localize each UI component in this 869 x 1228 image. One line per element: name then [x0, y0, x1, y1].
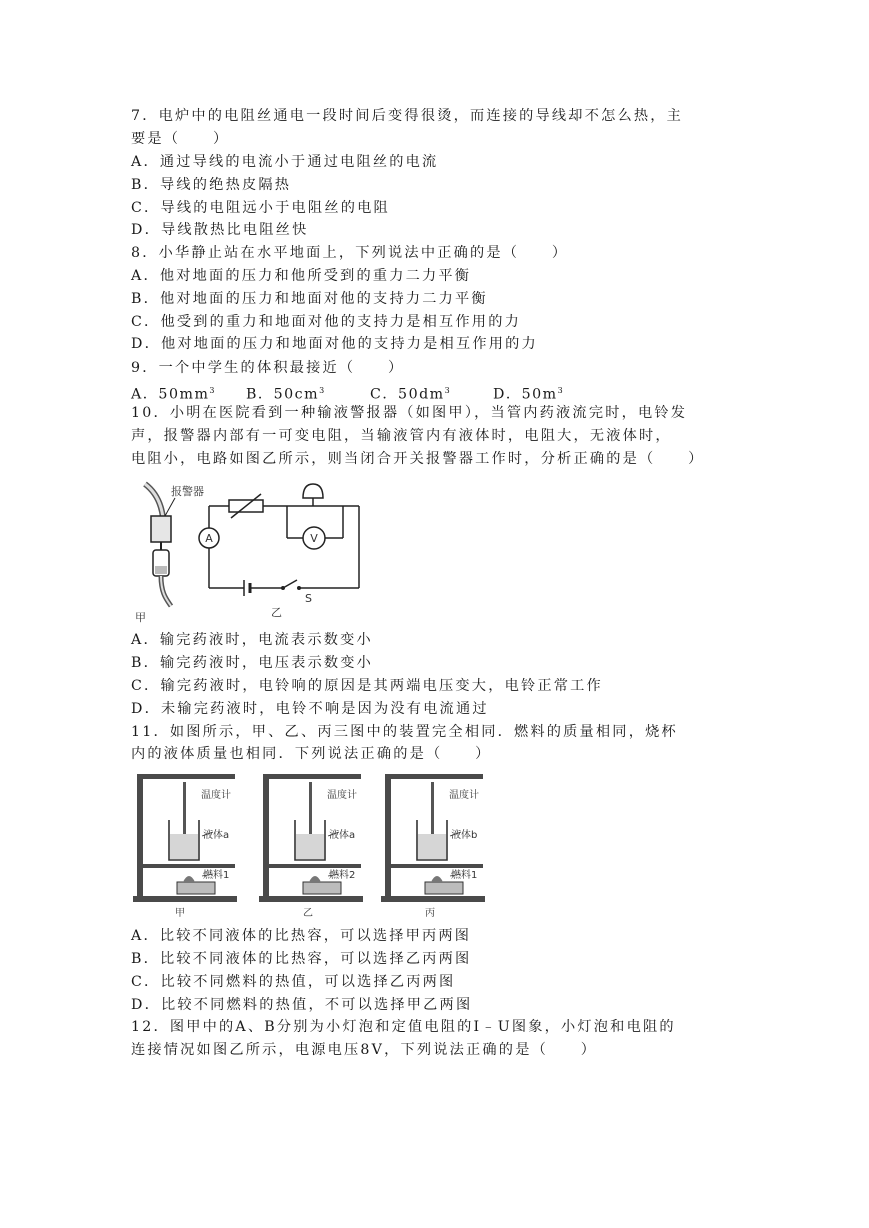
q10-option-a: A．输完药液时，电流表示数变小	[131, 632, 373, 648]
q11-option-d: D．比较不同燃料的热值，不可以选择甲乙两图	[131, 997, 473, 1013]
panel-bing	[381, 774, 485, 918]
caption-yi: 乙	[303, 908, 313, 918]
q11-option-b: B．比较不同液体的比热容，可以选择乙丙两图	[131, 951, 472, 967]
q8-option-a: A．他对地面的压力和他所受到的重力二力平衡	[131, 268, 472, 284]
label-yi: 乙	[271, 606, 282, 619]
panel-yi	[259, 774, 363, 918]
q7-option-c: C．导线的电阻远小于电阻丝的电阻	[131, 200, 390, 216]
q10-stem-line3: 电阻小，电路如图乙所示，则当闭合开关报警器工作时，分析正确的是（ ）	[131, 451, 705, 467]
thermometer-label-bing: 温度计	[449, 790, 479, 801]
caption-jia: 甲	[175, 908, 185, 918]
q8-option-d: D．他对地面的压力和地面对他的支持力是相互作用的力	[131, 336, 538, 352]
thermometer-label-yi: 温度计	[327, 790, 357, 801]
q9-option-c: C．$50dm^3$	[370, 386, 450, 403]
label-alarm: 报警器	[171, 485, 204, 498]
q12-stem-line2: 连接情况如图乙所示，电源电压8V，下列说法正确的是（ ）	[131, 1042, 598, 1058]
q9-option-a: A．$50mm^3$	[131, 386, 215, 403]
q11-figure	[131, 770, 491, 918]
alarm-device	[151, 516, 171, 542]
q11-option-a: A．比较不同液体的比热容，可以选择甲丙两图	[131, 928, 472, 944]
caption-bing: 丙	[425, 908, 435, 918]
q8-stem: 8．小华静止站在水平地面上，下列说法中正确的是（ ）	[131, 245, 569, 261]
q7-stem-line2: 要是（ ）	[131, 131, 230, 147]
q8-option-c: C．他受到的重力和地面对他的支持力是相互作用的力	[131, 314, 521, 330]
label-ammeter: A	[205, 532, 213, 545]
label-switch: S	[305, 592, 312, 605]
q7-stem-line1: 7．电炉中的电阻丝通电一段时间后变得很烫，而连接的导线却不怎么热，主	[131, 108, 684, 124]
q11-option-c: C．比较不同燃料的热值，可以选择乙丙两图	[131, 974, 456, 990]
q9-stem: 9．一个中学生的体积最接近（ ）	[131, 360, 405, 376]
q10-option-c: C．输完药液时，电铃响的原因是其两端电压变大，电铃正常工作	[131, 678, 603, 694]
q7-option-a: A．通过导线的电流小于通过电阻丝的电流	[131, 154, 439, 170]
liquid-label-yi: 液体a	[329, 830, 356, 841]
liquid-label-bing: 液体b	[451, 830, 478, 841]
q12-stem-line1: 12．图甲中的A、B分别为小灯泡和定值电阻的I﹣U图象，小灯泡和电阻的	[131, 1019, 676, 1035]
fuel-label-jia: 燃料1	[203, 870, 230, 881]
fuel-label-bing: 燃料1	[451, 870, 478, 881]
label-jia: 甲	[135, 611, 146, 624]
thermometer-label-jia: 温度计	[201, 790, 231, 801]
q9-option-b: B．$50cm^3$	[246, 386, 325, 403]
liquid-label-jia: 液体a	[203, 830, 230, 841]
q7-option-b: B．导线的绝热皮隔热	[131, 177, 292, 193]
q7-option-d: D．导线散热比电阻丝快	[131, 222, 309, 238]
q9-option-d: D．$50m^3$	[493, 386, 563, 403]
q10-option-b: B．输完药液时，电压表示数变小	[131, 655, 374, 671]
label-voltmeter: V	[310, 532, 318, 545]
panel-jia	[133, 774, 237, 918]
q11-stem-line2: 内的液体质量也相同．下列说法正确的是（ ）	[131, 746, 492, 762]
fuel-label-yi: 燃料2	[329, 870, 356, 881]
q8-option-b: B．他对地面的压力和地面对他的支持力二力平衡	[131, 291, 488, 307]
q11-stem-line1: 11．如图所示，甲、乙、丙三图中的装置完全相同．燃料的质量相同，烧杯	[131, 724, 678, 740]
q10-figure	[131, 476, 361, 626]
q10-stem-line1: 10．小明在医院看到一种输液警报器（如图甲），当管内药液流完时，电铃发	[131, 405, 688, 421]
q10-option-d: D．未输完药液时，电铃不响是因为没有电流通过	[131, 701, 489, 717]
q10-stem-line2: 声，报警器内部有一可变电阻，当输液管内有液体时，电阻大，无液体时，	[131, 428, 672, 444]
